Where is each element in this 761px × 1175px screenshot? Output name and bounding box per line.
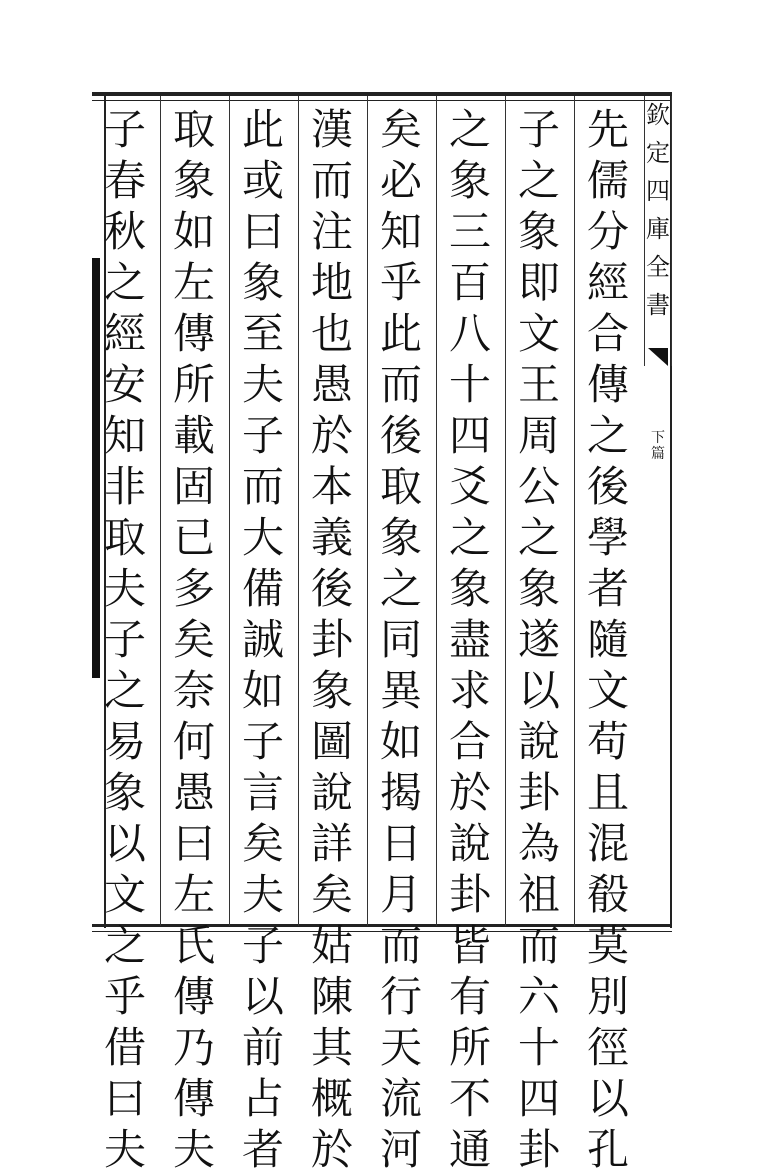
- text-glyph: 卦: [517, 1125, 560, 1174]
- text-glyph: 左: [172, 870, 215, 919]
- text-glyph: 王: [517, 360, 560, 409]
- text-glyph: 象: [517, 564, 560, 613]
- text-glyph: 先: [586, 105, 629, 154]
- text-column: [302, 104, 362, 1174]
- text-glyph: 非: [103, 462, 146, 511]
- text-column: [371, 104, 431, 1174]
- text-glyph: 不: [448, 1074, 491, 1123]
- column-separator: [574, 96, 575, 926]
- text-glyph: 矣: [379, 105, 422, 154]
- text-glyph: 何: [172, 717, 215, 766]
- text-glyph: 之: [379, 564, 422, 613]
- text-glyph: 圖: [310, 717, 353, 766]
- text-glyph: 大: [241, 513, 284, 562]
- text-glyph: 殽: [586, 870, 629, 919]
- text-glyph: 取: [172, 105, 215, 154]
- text-glyph: 借: [103, 1023, 146, 1072]
- text-glyph: 子: [241, 411, 284, 460]
- text-glyph: 求: [448, 666, 491, 715]
- text-glyph: 而: [310, 156, 353, 205]
- text-glyph: 以: [586, 1074, 629, 1123]
- text-glyph: 子: [103, 615, 146, 664]
- text-glyph: 概: [310, 1074, 353, 1123]
- text-glyph: 於: [310, 411, 353, 460]
- text-glyph: 十: [517, 1023, 560, 1072]
- text-glyph: 分: [586, 207, 629, 256]
- text-glyph: 也: [310, 309, 353, 358]
- text-glyph: 合: [586, 309, 629, 358]
- text-glyph: 本: [310, 462, 353, 511]
- text-glyph: 儒: [586, 156, 629, 205]
- text-glyph: 愚: [172, 768, 215, 817]
- text-glyph: 象: [517, 207, 560, 256]
- text-glyph: 奈: [172, 666, 215, 715]
- text-glyph: 傳: [172, 309, 215, 358]
- text-glyph: 子: [241, 717, 284, 766]
- text-glyph: 卦: [310, 615, 353, 664]
- text-glyph: 孔: [586, 1125, 629, 1174]
- text-glyph: 氏: [172, 921, 215, 970]
- text-glyph: 後: [586, 462, 629, 511]
- text-glyph: 多: [172, 564, 215, 613]
- text-glyph: 象: [172, 156, 215, 205]
- text-glyph: 象: [241, 258, 284, 307]
- text-glyph: 之: [103, 258, 146, 307]
- text-glyph: 夫: [103, 1125, 146, 1174]
- text-glyph: 象: [103, 768, 146, 817]
- text-glyph: 四: [517, 1074, 560, 1123]
- text-glyph: 此: [241, 105, 284, 154]
- text-glyph: 乎: [379, 258, 422, 307]
- text-glyph: 前: [241, 1023, 284, 1072]
- text-glyph: 之: [103, 921, 146, 970]
- text-glyph: 象: [448, 564, 491, 613]
- text-glyph: 十: [448, 360, 491, 409]
- volume-mark: [648, 430, 668, 462]
- text-glyph: 備: [241, 564, 284, 613]
- text-glyph: 皆: [448, 921, 491, 970]
- text-glyph: 所: [448, 1023, 491, 1072]
- fishtail-mark-icon: [648, 348, 668, 366]
- text-glyph: 者: [586, 564, 629, 613]
- text-glyph: 後: [379, 411, 422, 460]
- text-glyph: 載: [172, 411, 215, 460]
- text-glyph: 曰: [103, 1074, 146, 1123]
- text-glyph: 占: [241, 1074, 284, 1123]
- text-glyph: 且: [586, 768, 629, 817]
- text-glyph: 於: [310, 1125, 353, 1174]
- text-glyph: 知: [379, 207, 422, 256]
- text-glyph: 別: [586, 972, 629, 1021]
- text-glyph: 取: [103, 513, 146, 562]
- text-glyph: 夫: [241, 870, 284, 919]
- text-glyph: 此: [379, 309, 422, 358]
- text-glyph: 春: [103, 156, 146, 205]
- text-glyph: 而: [241, 462, 284, 511]
- text-glyph: 徑: [586, 1023, 629, 1072]
- text-glyph: 者: [241, 1125, 284, 1174]
- text-glyph: 夫: [241, 360, 284, 409]
- text-glyph: 隨: [586, 615, 629, 664]
- text-glyph: 以: [241, 972, 284, 1021]
- text-glyph: 之: [517, 156, 560, 205]
- text-glyph: 揭: [379, 768, 422, 817]
- text-column: [440, 104, 500, 1174]
- text-glyph: 行: [379, 972, 422, 1021]
- text-glyph: 河: [379, 1125, 422, 1174]
- text-glyph: 經: [586, 258, 629, 307]
- text-glyph: 左: [172, 258, 215, 307]
- column-separator: [298, 96, 299, 926]
- text-glyph: 而: [379, 921, 422, 970]
- text-glyph: 陳: [310, 972, 353, 1021]
- volume-mark-glyph: 下: [651, 430, 665, 446]
- text-glyph: 公: [517, 462, 560, 511]
- text-glyph: 夫: [103, 564, 146, 613]
- text-column: [578, 104, 638, 1174]
- text-glyph: 混: [586, 819, 629, 868]
- text-glyph: 象: [310, 666, 353, 715]
- margin-title-glyph: 庫: [646, 215, 670, 243]
- text-glyph: 百: [448, 258, 491, 307]
- text-glyph: 說: [448, 819, 491, 868]
- text-glyph: 文: [586, 666, 629, 715]
- top-frame-rule: [92, 92, 672, 96]
- margin-title-glyph: 欽: [646, 101, 670, 129]
- text-glyph: 曰: [241, 207, 284, 256]
- column-separator: [229, 96, 230, 926]
- text-glyph: 即: [517, 258, 560, 307]
- text-glyph: 於: [448, 768, 491, 817]
- text-glyph: 盡: [448, 615, 491, 664]
- text-glyph: 三: [448, 207, 491, 256]
- text-glyph: 而: [379, 360, 422, 409]
- text-glyph: 而: [517, 921, 560, 970]
- text-column: [95, 104, 155, 1174]
- text-glyph: 經: [103, 309, 146, 358]
- text-glyph: 夫: [172, 1125, 215, 1174]
- text-glyph: 象: [448, 156, 491, 205]
- text-glyph: 之: [517, 513, 560, 562]
- text-glyph: 八: [448, 309, 491, 358]
- column-separator: [436, 96, 437, 926]
- text-glyph: 曰: [172, 819, 215, 868]
- text-glyph: 周: [517, 411, 560, 460]
- text-glyph: 之: [586, 411, 629, 460]
- column-separator: [505, 96, 506, 926]
- text-glyph: 以: [103, 819, 146, 868]
- text-column: [509, 104, 569, 1174]
- text-glyph: 姑: [310, 921, 353, 970]
- text-glyph: 義: [310, 513, 353, 562]
- column-separator: [160, 96, 161, 926]
- text-glyph: 遂: [517, 615, 560, 664]
- text-glyph: 說: [310, 768, 353, 817]
- text-glyph: 地: [310, 258, 353, 307]
- text-glyph: 已: [172, 513, 215, 562]
- text-glyph: 傳: [172, 972, 215, 1021]
- text-glyph: 取: [379, 462, 422, 511]
- text-glyph: 如: [379, 717, 422, 766]
- text-glyph: 傳: [586, 360, 629, 409]
- text-glyph: 莫: [586, 921, 629, 970]
- column-separator: [367, 96, 368, 926]
- text-glyph: 之: [448, 105, 491, 154]
- text-glyph: 矣: [310, 870, 353, 919]
- text-glyph: 言: [241, 768, 284, 817]
- text-glyph: 必: [379, 156, 422, 205]
- text-glyph: 固: [172, 462, 215, 511]
- text-glyph: 或: [241, 156, 284, 205]
- text-glyph: 日: [379, 819, 422, 868]
- text-glyph: 子: [517, 105, 560, 154]
- text-glyph: 至: [241, 309, 284, 358]
- text-glyph: 學: [586, 513, 629, 562]
- text-glyph: 天: [379, 1023, 422, 1072]
- text-glyph: 所: [172, 360, 215, 409]
- text-glyph: 知: [103, 411, 146, 460]
- text-glyph: 其: [310, 1023, 353, 1072]
- text-glyph: 易: [103, 717, 146, 766]
- text-glyph: 詳: [310, 819, 353, 868]
- margin-title: [645, 96, 671, 324]
- text-glyph: 以: [517, 666, 560, 715]
- margin-title-glyph: 定: [646, 139, 670, 167]
- text-glyph: 四: [448, 411, 491, 460]
- text-glyph: 卦: [517, 768, 560, 817]
- text-glyph: 同: [379, 615, 422, 664]
- margin-title-glyph: 書: [646, 291, 670, 319]
- volume-mark-glyph: 篇: [651, 446, 665, 462]
- text-glyph: 注: [310, 207, 353, 256]
- text-glyph: 安: [103, 360, 146, 409]
- text-glyph: 苟: [586, 717, 629, 766]
- text-glyph: 有: [448, 972, 491, 1021]
- text-glyph: 乎: [103, 972, 146, 1021]
- text-glyph: 卦: [448, 870, 491, 919]
- text-glyph: 合: [448, 717, 491, 766]
- text-glyph: 乃: [172, 1023, 215, 1072]
- text-glyph: 文: [103, 870, 146, 919]
- text-glyph: 子: [241, 921, 284, 970]
- text-glyph: 誠: [241, 615, 284, 664]
- text-glyph: 之: [103, 666, 146, 715]
- text-glyph: 文: [517, 309, 560, 358]
- text-glyph: 說: [517, 717, 560, 766]
- text-glyph: 矣: [172, 615, 215, 664]
- margin-title-box: [644, 96, 672, 366]
- text-glyph: 漢: [310, 105, 353, 154]
- text-glyph: 如: [241, 666, 284, 715]
- text-column: [164, 104, 224, 1174]
- text-glyph: 後: [310, 564, 353, 613]
- text-glyph: 流: [379, 1074, 422, 1123]
- text-glyph: 秋: [103, 207, 146, 256]
- text-glyph: 為: [517, 819, 560, 868]
- text-glyph: 愚: [310, 360, 353, 409]
- text-glyph: 之: [448, 513, 491, 562]
- text-column: [233, 104, 293, 1174]
- text-glyph: 爻: [448, 462, 491, 511]
- text-glyph: 月: [379, 870, 422, 919]
- text-glyph: 矣: [241, 819, 284, 868]
- text-glyph: 祖: [517, 870, 560, 919]
- text-glyph: 通: [448, 1125, 491, 1174]
- text-glyph: 如: [172, 207, 215, 256]
- text-glyph: 子: [103, 105, 146, 154]
- text-glyph: 異: [379, 666, 422, 715]
- margin-title-glyph: 全: [646, 253, 670, 281]
- top-frame-inner-rule: [92, 100, 672, 101]
- text-glyph: 傳: [172, 1074, 215, 1123]
- text-glyph: 象: [379, 513, 422, 562]
- margin-title-glyph: 四: [646, 177, 670, 205]
- text-glyph: 六: [517, 972, 560, 1021]
